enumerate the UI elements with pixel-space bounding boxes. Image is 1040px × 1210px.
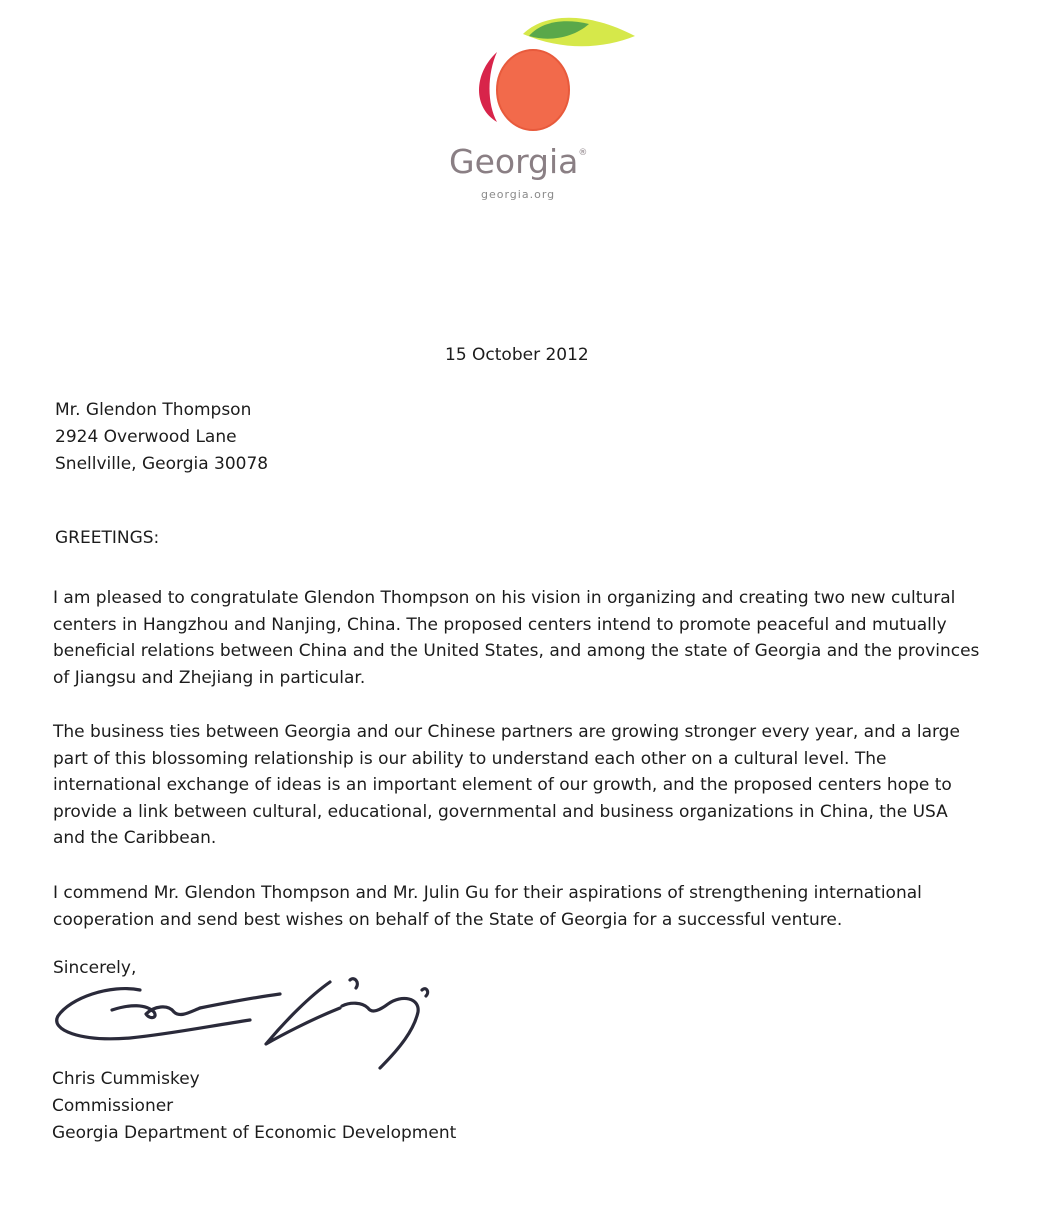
salutation: GREETINGS:	[55, 528, 160, 548]
signer-name: Chris Cummiskey	[52, 1069, 200, 1089]
body-paragraph-3: I commend Mr. Glendon Thompson and Mr. Julin Gu for their aspirations of strengthening international cooperation and send best wishes on behalf of the State of Georgia for a successful venture.	[53, 883, 922, 930]
recipient-street: 2924 Overwood Lane	[55, 427, 237, 447]
signature-block	[52, 1066, 456, 1147]
closing: Sincerely,	[53, 958, 137, 978]
signer-title: Commissioner	[52, 1096, 174, 1116]
recipient-address	[55, 397, 268, 478]
body-paragraph-1: I am pleased to congratulate Glendon Thompson on his vision in organizing and creating two new cultural centers in Hangzhou and Nanjing, China. The proposed centers intend to promote peaceful and mutually beneficial relations between China and the United States, and among the state of Georgia and the provinces of Jiangsu and Zhejiang in particular.	[53, 588, 980, 688]
signer-organization: Georgia Department of Economic Development	[52, 1123, 457, 1143]
peach-icon	[445, 12, 645, 142]
georgia-logo	[445, 12, 645, 207]
logo-wordmark: Georgia®	[449, 142, 588, 181]
letter-date: 15 October 2012	[445, 345, 589, 365]
recipient-city: Snellville, Georgia 30078	[55, 454, 269, 474]
handwritten-signature	[50, 968, 440, 1078]
logo-url: georgia.org	[481, 188, 556, 201]
body-paragraph-2: The business ties between Georgia and our Chinese partners are growing stronger every year, and a large part of this blossoming relationship is our ability to understand each other on a cultural level. The international exchange of ideas is an important element of our growth, and the proposed centers hope to provide a link between cultural, educational, governmental and business organizations in China, the USA and the Caribbean.	[53, 722, 960, 848]
recipient-name: Mr. Glendon Thompson	[55, 400, 252, 420]
